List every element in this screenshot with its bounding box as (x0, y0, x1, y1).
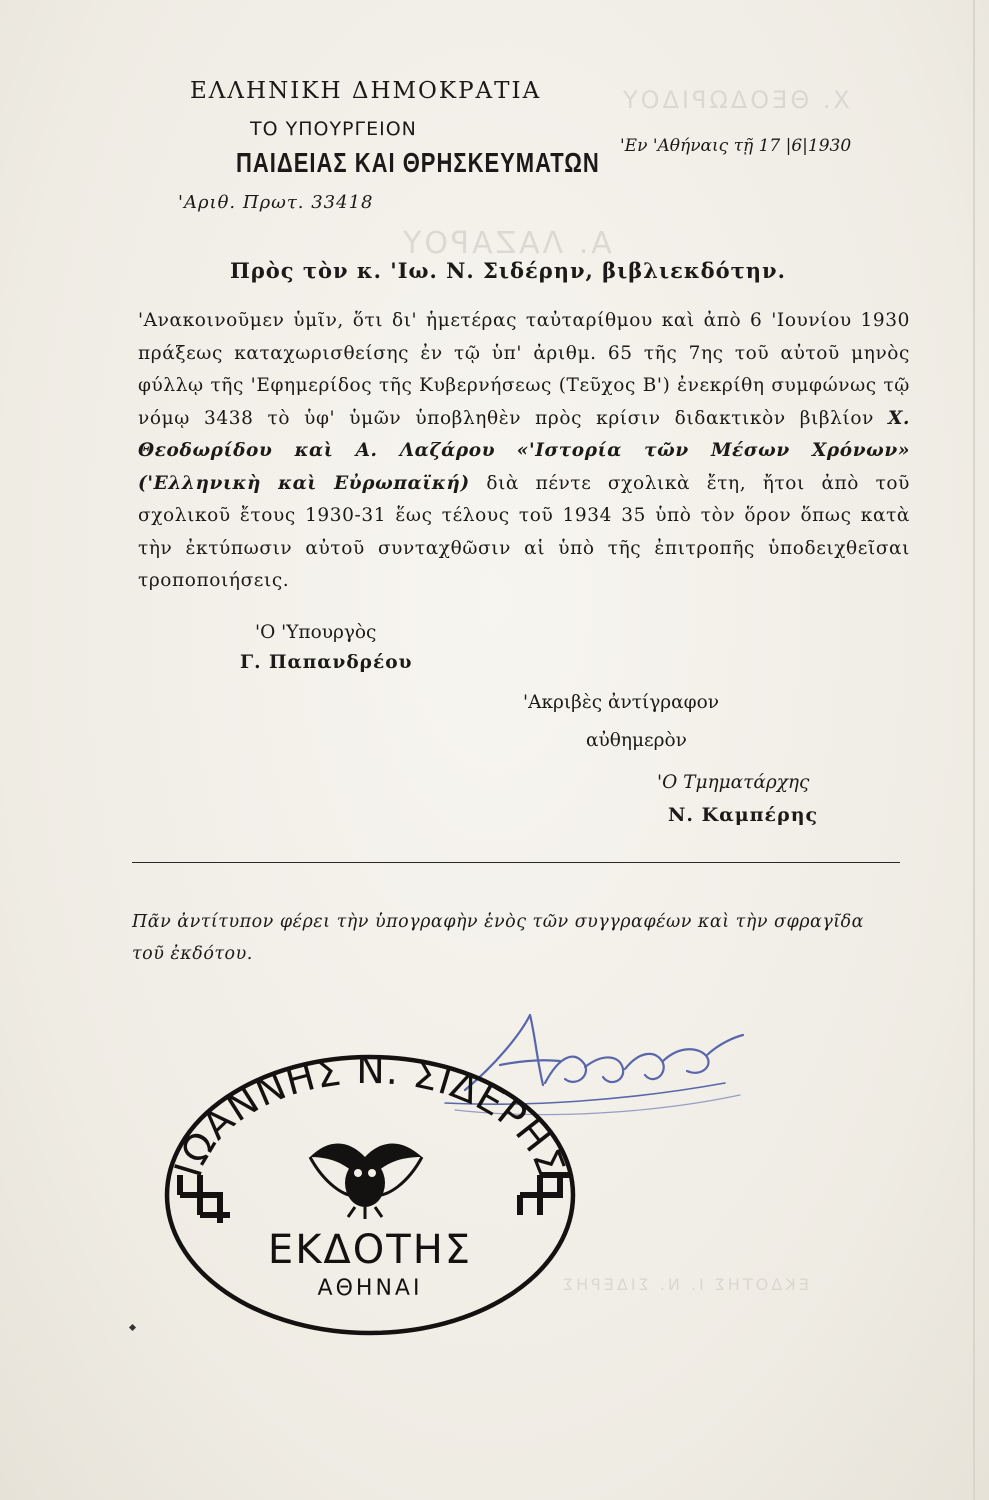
left-meander-icon (180, 1175, 230, 1223)
publisher-stamp (160, 1045, 580, 1345)
minister-role: 'Ο 'Υπουργὸς (255, 622, 377, 643)
stamp-city: ΑΘΗΝΑΙ (317, 1276, 423, 1301)
stamp-role: ΕΚΔΟΤΗΣ (267, 1227, 473, 1273)
book-title: «'Ιστορία τῶν Μέσων Χρόνων» ('Ελληνικὴ καὶ Εὐρωπαϊκή) (138, 440, 910, 494)
certified-copy-line2: αὐθημερὸν (586, 730, 687, 751)
letter-body (138, 305, 910, 598)
protocol-number: 'Αριθ. Πρωτ. 33418 (178, 192, 374, 213)
ministry-line2: ΠΑΙΔΕΙΑΣ ΚΑΙ ΘΡΗΣΚΕΥΜΑΤΩΝ (236, 147, 600, 179)
right-meander-icon (520, 1175, 570, 1215)
corner-mark (129, 1324, 136, 1331)
book-authors: Χ. Θεοδωρίδου καὶ Α. Λαζάρου (138, 407, 910, 461)
owl-emblem-icon (310, 1143, 422, 1219)
bleed-through-publisher: ΕΚΔΟΤΗΣ Ι. Ν. ΣΙΔΕΡΗΣ (560, 1275, 809, 1294)
body-part1: 'Ανακοινοῦμεν ὑμῖν, ὅτι δι' ἡμετέρας ταὐταρίθμου καὶ ἀπὸ 6 'Ιουνίου 1930 πράξεως καταχωρισθείσης ἐν τῷ ὑπ' ἀριθμ. 65 τῆς 7ης τοῦ αὐτοῦ μηνὸς φύλλῳ τῆς 'Εφημερίδος τῆς Κυβερνήσεως (Τεῦχος Β') ἐνεκρίθη συμφώνως τῷ νόμῳ 3438 τὸ ὑφ' ὑμῶν ὑποβληθὲν πρὸς κρίσιν διδακτικὸν βιβλίον (138, 310, 910, 429)
body-part2: διὰ πέντε σχολικὰ ἔτη, ἤτοι ἀπὸ τοῦ σχολικοῦ ἔτους 1930-31 ἕως τέλους τοῦ 1934 35 ὑπὸ τὸν ὅρον ὅπως κατὰ τὴν ἐκτύπωσιν αὐτοῦ συνταχθῶσιν αἱ ὑπὸ τῆς ἐπιτροπῆς ὑποδειχθεῖσαι τροποποιήσεις. (138, 472, 911, 591)
bleed-through-author2: Α. ΛΑΖΑΡΟΥ (400, 226, 612, 261)
stamp-publisher-name: ΙΩΑΝΝΗΣ Ν. ΣΙΔΕΡΗΣ (165, 1047, 574, 1183)
page-edge (973, 0, 975, 1500)
bleed-through-author1: Χ. ΘΕΟΔΩΡΙΔΟΥ (620, 86, 850, 114)
chief-name: Ν. Καμπέρης (668, 804, 819, 826)
authenticity-note: Πᾶν ἀντίτυπον φέρει τὴν ὑπογραφὴν ἑνὸς τῶν συγγραφέων καὶ τὴν σφραγῖδα τοῦ ἐκδότου. (132, 912, 865, 964)
chief-role: 'Ο Τμηματάρχης (657, 772, 810, 793)
minister-name: Γ. Παπανδρέου (240, 652, 413, 673)
government-title: ΕΛΛΗΝΙΚΗ ΔΗΜΟΚΡΑΤΙΑ (190, 78, 542, 104)
certified-copy-line1: 'Ακριβὲς ἀντίγραφον (523, 692, 719, 713)
addressee-line: Πρὸς τὸν κ. 'Ιω. Ν. Σιδέρην, βιβλιεκδότην. (230, 258, 786, 283)
ministry-line1: ΤΟ ΥΠΟΥΡΓΕΙΟΝ (250, 118, 417, 140)
document-date: 'Εν 'Αθήναις τῇ 17 |6|1930 (620, 136, 852, 156)
divider-line (132, 862, 900, 863)
